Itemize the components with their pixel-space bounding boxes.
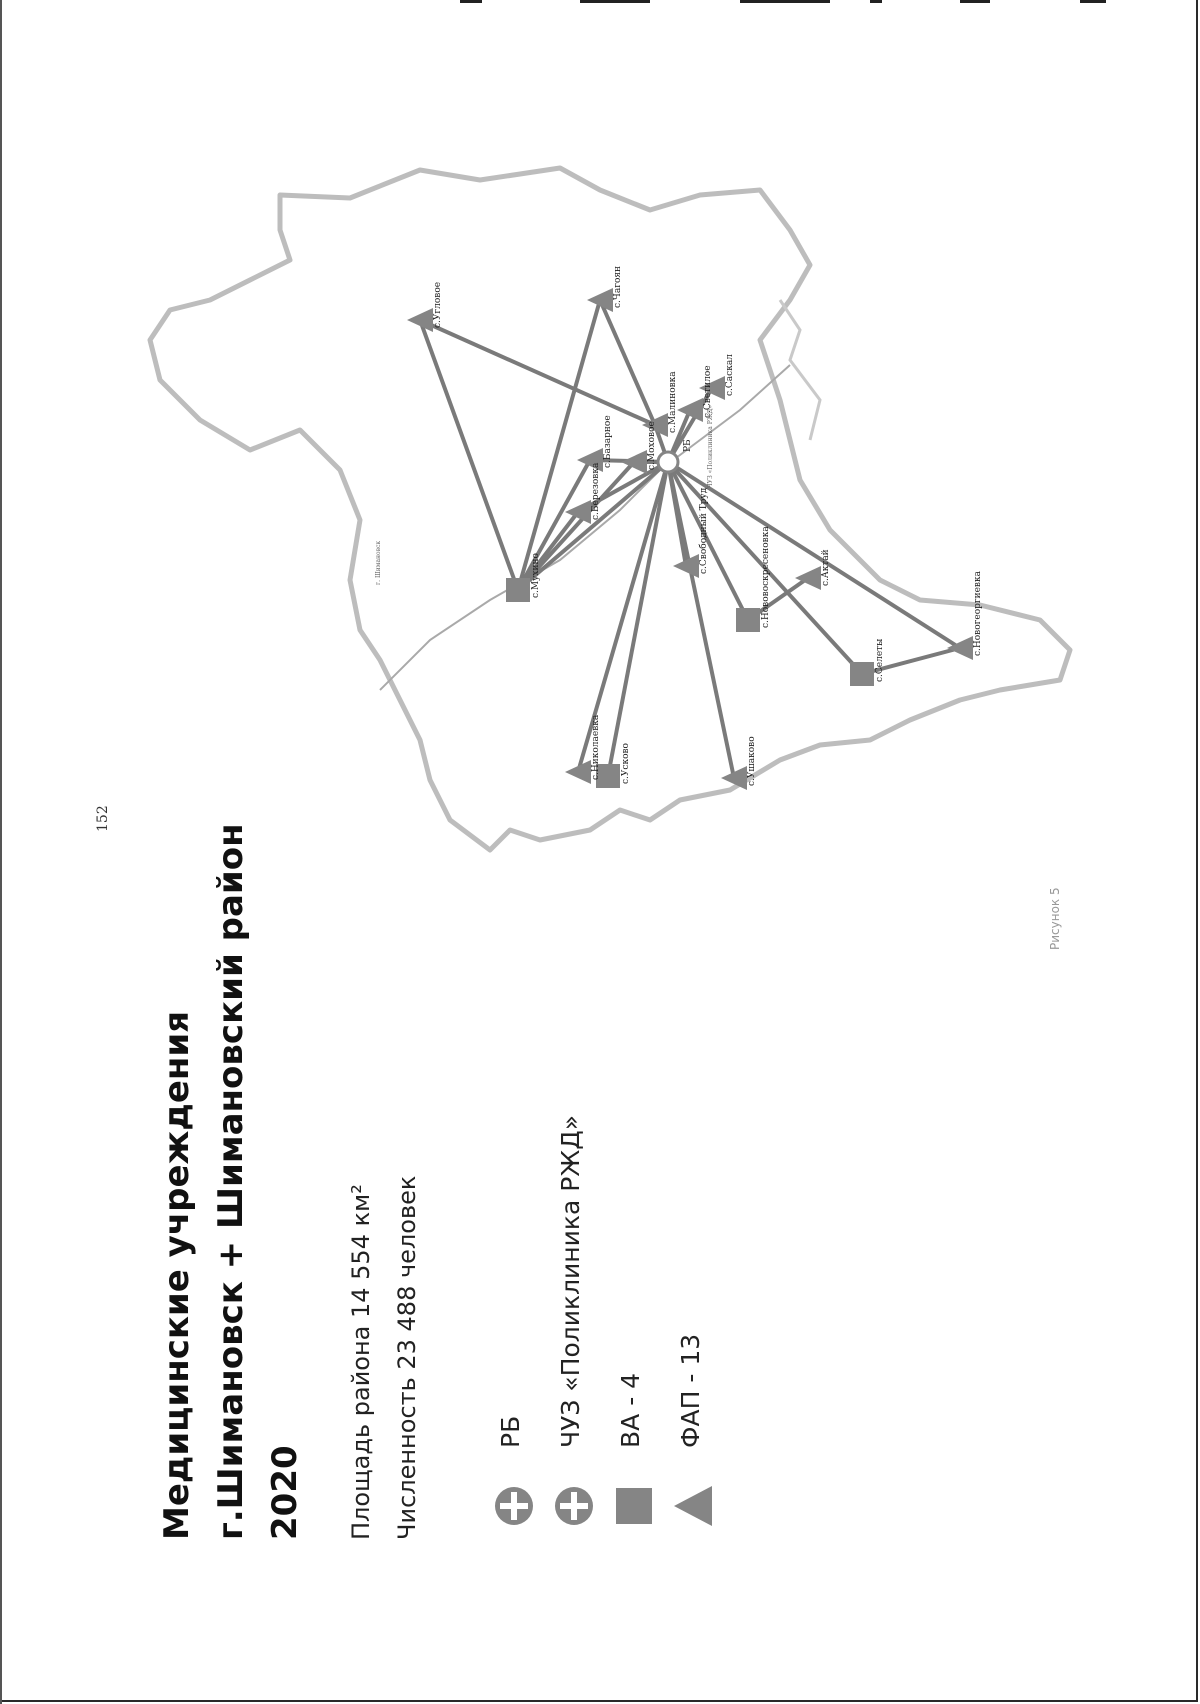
fap-marker (407, 308, 433, 332)
page-title (150, 823, 312, 1540)
va-marker (506, 578, 530, 602)
figure-caption: Рисунок 5 (1048, 887, 1062, 950)
settlement-label: с.Мухино (531, 553, 541, 598)
title-line: Медицинские учреждения (157, 1010, 197, 1540)
fap-marker (565, 500, 591, 524)
triangle-icon (672, 1484, 716, 1528)
connection-line (608, 462, 668, 776)
population-stat: Численность 23 488 человек (393, 1175, 421, 1540)
settlement-label: с.Базарное (603, 415, 613, 468)
rb-marker (658, 452, 678, 472)
page-number: 152 (95, 805, 111, 832)
connection-line (420, 320, 655, 425)
settlement-label: с.Свободный Труд (699, 487, 709, 574)
settlement-label: с.Николаевка (591, 714, 601, 780)
settlement-label: с.Чагоян (613, 265, 623, 308)
fap-marker (587, 288, 613, 312)
settlement-label: с.Угловое (433, 281, 443, 328)
connection-lines (420, 300, 960, 778)
fap-marker (565, 760, 591, 784)
legend-label: РБ (496, 1415, 525, 1448)
settlement-label: с.Саскал (725, 354, 735, 396)
settlement-label: с.Нововоскресеновка (761, 526, 771, 628)
title-line: 2020 (265, 1445, 305, 1540)
fap-marker (947, 636, 973, 660)
settlement-label: с.Новогеоргиевка (973, 571, 983, 656)
title-line: г.Шимановск + Шимановский район (211, 823, 251, 1540)
district-stats (338, 1176, 430, 1540)
cross-circle-icon (492, 1484, 536, 1528)
settlement-label: с.Усково (621, 743, 631, 784)
va-marker (736, 608, 760, 632)
town-label: г. Шимановск (375, 540, 382, 585)
fap-marker (677, 398, 703, 422)
square-icon (612, 1484, 656, 1528)
area-stat: Площадь района 14 554 км² (347, 1184, 375, 1540)
rb-label: РБ (683, 439, 693, 452)
settlement-label: с.Малиновка (668, 371, 678, 433)
settlement-label: с.Ушаково (747, 736, 757, 786)
va-marker (850, 662, 874, 686)
settlement-label: с.Березовка (591, 462, 601, 520)
legend-label: ФАП - 13 (676, 1333, 705, 1448)
settlement-label: с.Светилое (703, 365, 713, 418)
legend-label: ВА - 4 (616, 1372, 645, 1448)
settlement-label: с.Моховое (647, 421, 657, 470)
slide-text-block (150, 823, 790, 1540)
legend-label: ЧУЗ «Поликлиника РЖД» (556, 1114, 585, 1448)
settlement-label: с.Актай (821, 549, 831, 586)
connection-line (420, 320, 518, 590)
facility-markers (407, 288, 973, 790)
cross-circle-icon (552, 1484, 596, 1528)
rzd-label: ЧУЗ «Поликлиника РЖД» (707, 404, 714, 488)
settlement-label: с.Селеты (875, 638, 885, 682)
